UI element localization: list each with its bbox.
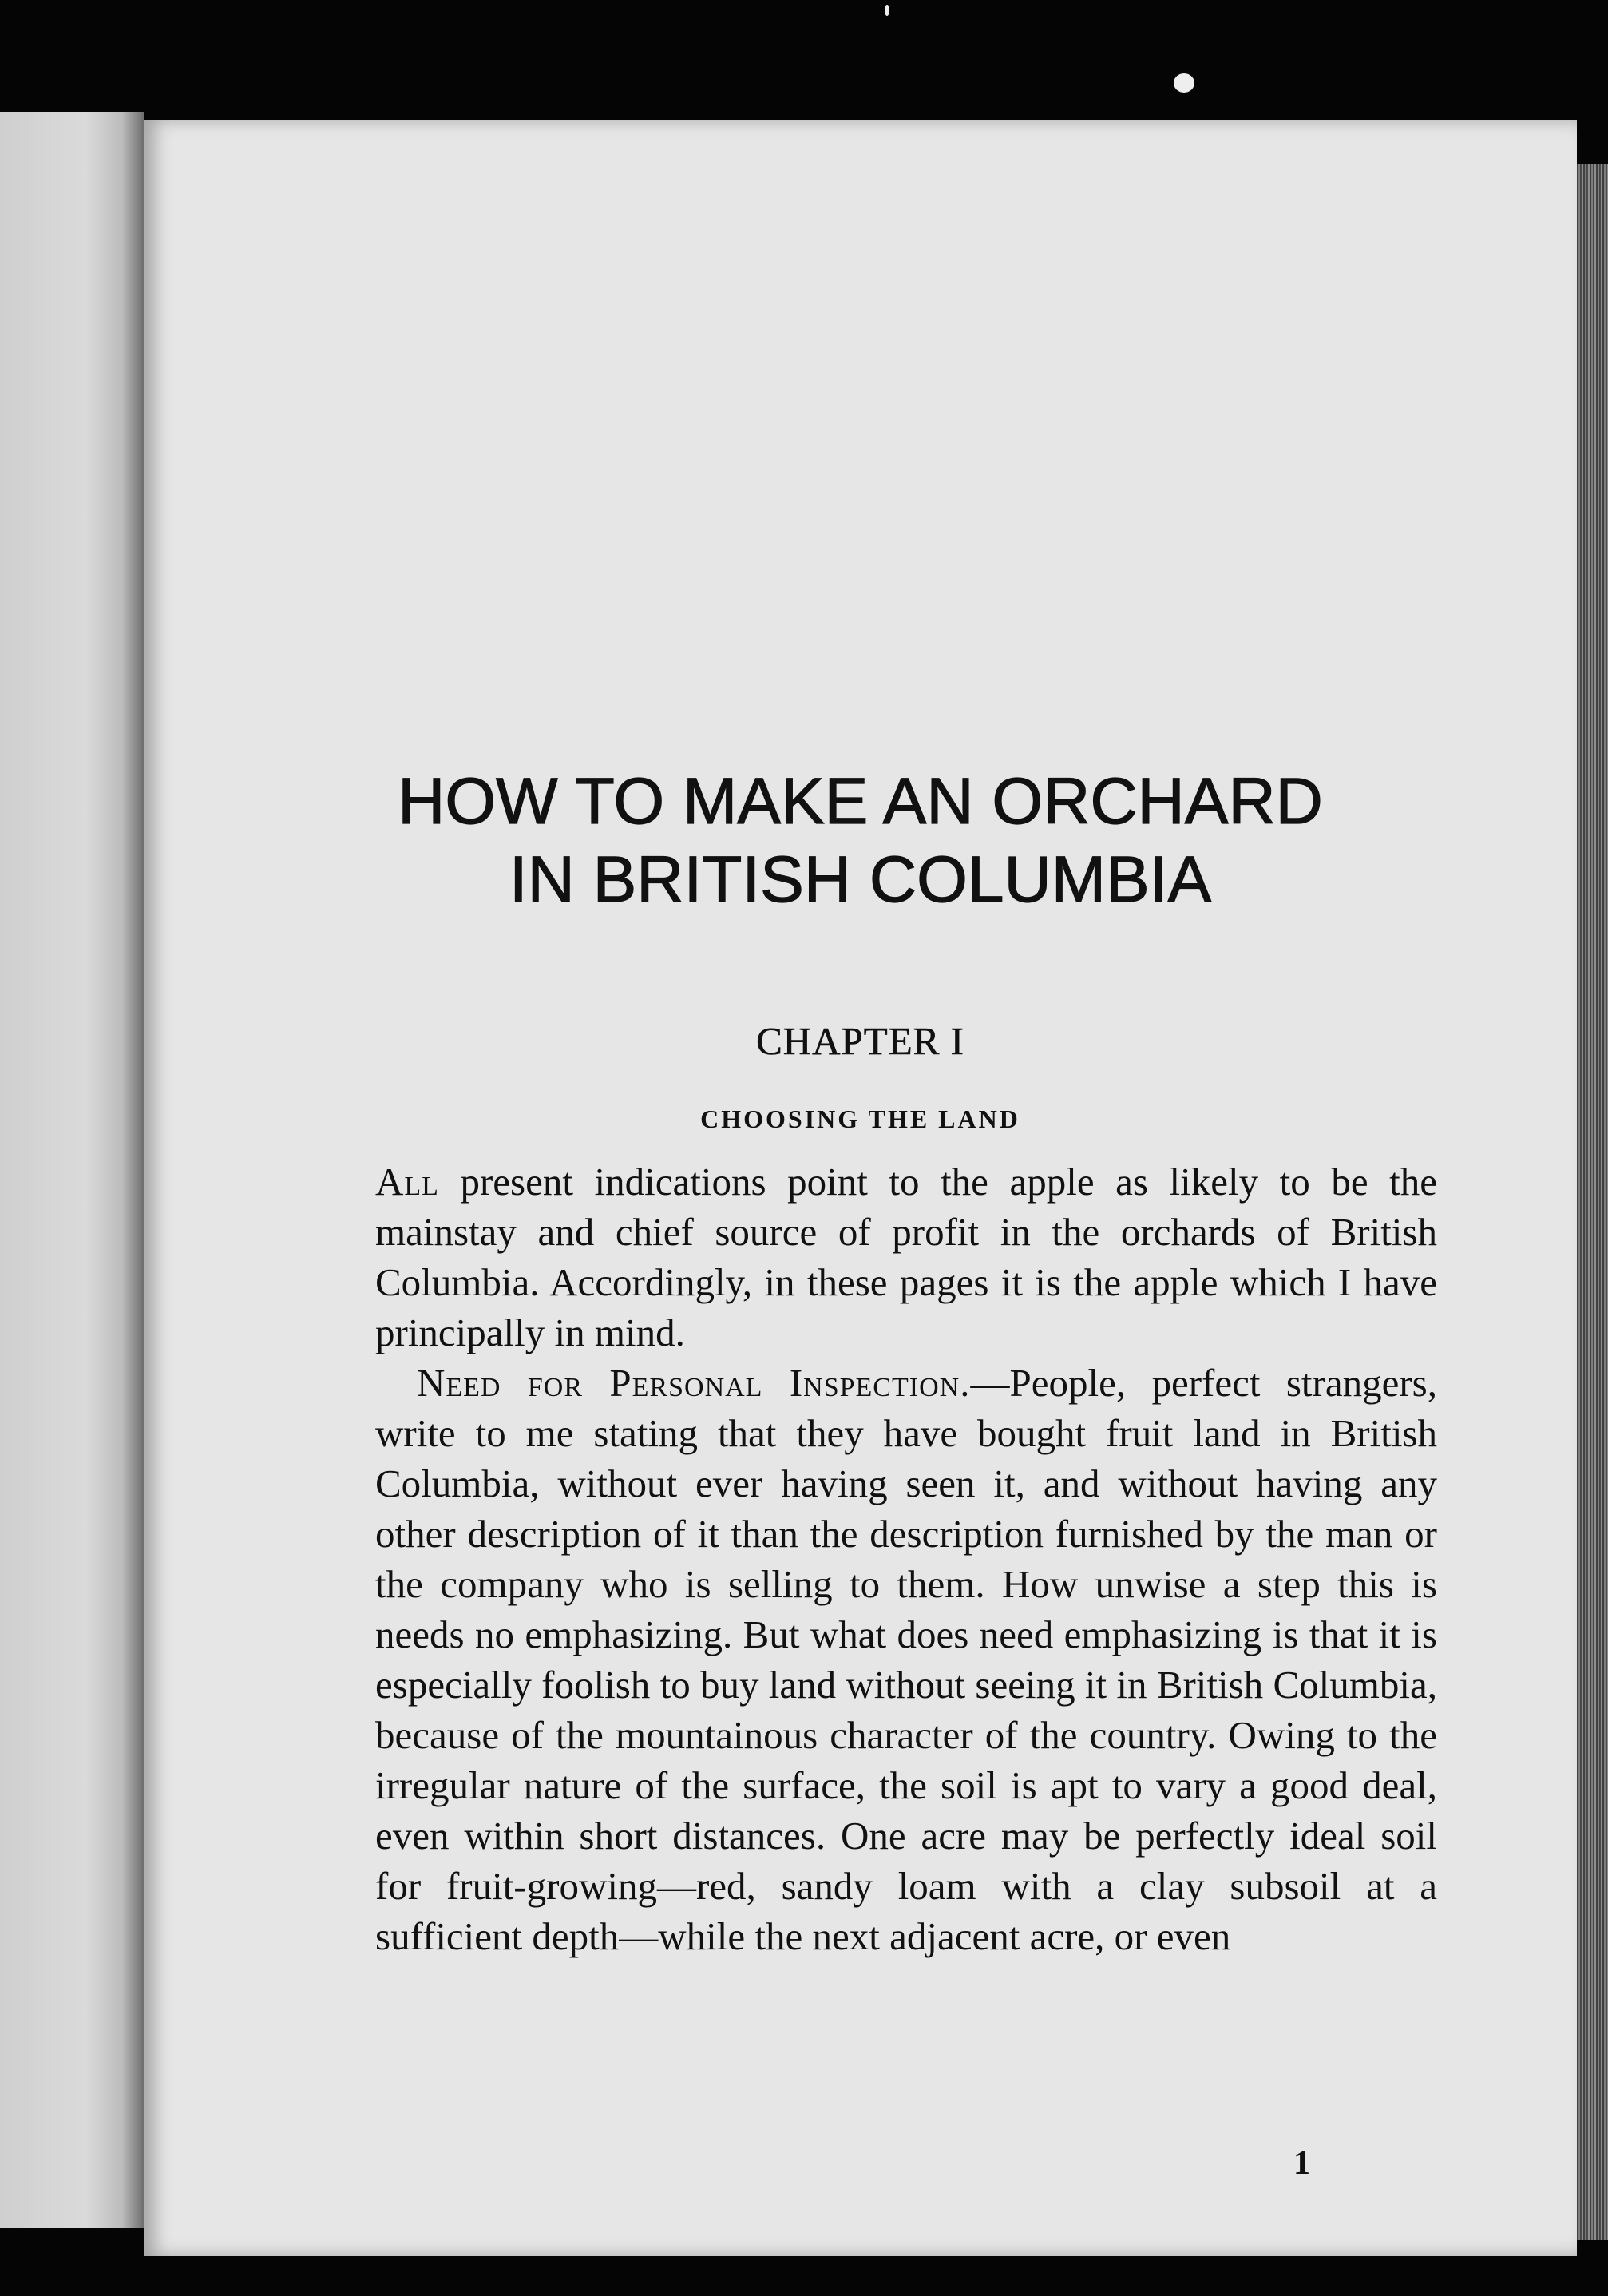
chapter-subtitle: CHOOSING THE LAND — [700, 1104, 1020, 1133]
book-title-line-1: HOW TO MAKE AN ORCHARD — [398, 765, 1323, 838]
paragraph-intro — [375, 1156, 1437, 1358]
scan-speck — [885, 5, 889, 16]
paragraph-personal-inspection-text: —People, perfect strangers, write to me stating that they have bought fruit land in British Columbia, without ever having seen it, and without having any other description of it than the description furnished by the man or the company who is selling to them. How unwise a step this is needs no emphasizing. But what does need emphasizing is that it is especially foolish to buy land without seeing it in British Columbia, because of the mountainous character of the country. Owing to the irregular nature of the surface, the soil is apt to vary a good deal, even within short distances. One acre may be perfectly ideal soil for fruit-growing—red, sandy loam with a clay subsoil at a sufficient depth—while the next adjacent acre, or even — [375, 1361, 1437, 1958]
paragraph-intro-text: present indications point to the apple as likely to be the mainstay and chief source of profit in the orchards of British Columbia. Accordingly, in these pages it is the apple which I have principally in mind. — [375, 1160, 1437, 1354]
scan-speck — [1174, 73, 1194, 93]
section-heading: Need for Personal Inspection. — [417, 1361, 971, 1405]
paragraph-personal-inspection — [375, 1358, 1437, 1961]
page-number: 1 — [1293, 2145, 1310, 2182]
paragraph-lead-word: All — [375, 1160, 439, 1204]
book-page — [144, 120, 1577, 2256]
chapter-heading: CHAPTER I — [756, 1019, 964, 1063]
book-title — [144, 763, 1577, 920]
book-title-line-2: IN BRITISH COLUMBIA — [509, 843, 1212, 917]
body-text — [375, 1156, 1437, 1961]
left-page-edge — [0, 112, 144, 2228]
